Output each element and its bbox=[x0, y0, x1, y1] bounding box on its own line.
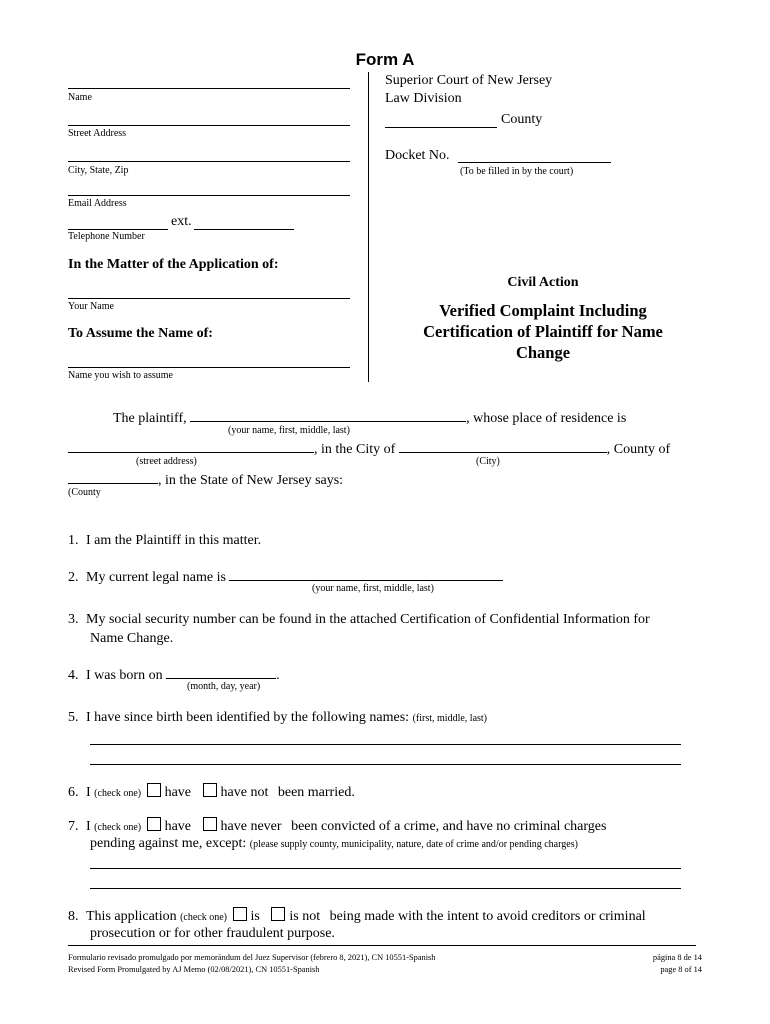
intent-is-checkbox[interactable] bbox=[233, 907, 247, 921]
docket-label: Docket No. bbox=[385, 148, 450, 163]
item-5-number: 5. bbox=[68, 710, 79, 725]
county-label: County bbox=[501, 112, 543, 127]
item-7-end: been convicted of a crime, and have no criminal charges bbox=[291, 819, 607, 834]
convicted-have-never-label: have never bbox=[220, 819, 282, 834]
your-name-line[interactable] bbox=[68, 298, 350, 299]
footer-rule bbox=[68, 945, 696, 946]
item-6 bbox=[68, 783, 355, 801]
plaintiff-label: The plaintiff, bbox=[113, 411, 187, 426]
name-caption: Name bbox=[68, 92, 92, 103]
assume-heading: To Assume the Name of: bbox=[68, 326, 213, 341]
court-division: Law Division bbox=[385, 91, 462, 106]
ext-label: ext. bbox=[171, 214, 192, 229]
residence-label: , whose place of residence is bbox=[466, 411, 627, 426]
intro-line2 bbox=[68, 438, 670, 458]
street-line[interactable] bbox=[68, 125, 350, 126]
item-8-text: This application bbox=[86, 909, 177, 924]
married-have-not-checkbox[interactable] bbox=[203, 783, 217, 797]
married-have-not-label: have not bbox=[220, 785, 269, 800]
convicted-have-label: have bbox=[164, 819, 192, 834]
name-line[interactable] bbox=[68, 88, 350, 89]
item-1-number: 1. bbox=[68, 533, 79, 548]
your-name-caption: Your Name bbox=[68, 301, 114, 312]
docket-note: (To be filled in by the court) bbox=[460, 166, 574, 177]
complaint-title-line3: Change bbox=[515, 343, 571, 362]
phone-line[interactable] bbox=[68, 229, 168, 230]
item-8-number: 8. bbox=[68, 909, 79, 924]
complaint-title-line1: Verified Complaint Including bbox=[439, 301, 647, 320]
county-of-label: , County of bbox=[606, 442, 671, 457]
item-8-check-hint: (check one) bbox=[180, 912, 228, 923]
vertical-divider bbox=[368, 72, 369, 382]
footer-left-line2: Revised Form Promulgated by AJ Memo (02/08/2021), CN 10551-Spanish bbox=[68, 965, 320, 974]
state-label: , in the State of New Jersey says: bbox=[158, 473, 344, 488]
complaint-title-line2: Certification of Plaintiff for Name bbox=[423, 322, 663, 341]
assume-caption: Name you wish to assume bbox=[68, 370, 173, 381]
item-6-subject: I bbox=[86, 785, 91, 800]
item-8-line2: prosecution or for other fraudulent purpose. bbox=[90, 926, 335, 941]
convicted-have-never-checkbox[interactable] bbox=[203, 817, 217, 831]
item-7-subject: I bbox=[86, 819, 91, 834]
email-caption: Email Address bbox=[68, 198, 127, 209]
plaintiff-name-blank[interactable] bbox=[190, 407, 466, 422]
assume-line[interactable] bbox=[68, 367, 350, 368]
complaint-title bbox=[370, 300, 716, 363]
item-3-text-line1: My social security number can be found in the attached Certification of Confidential Information for bbox=[86, 612, 650, 627]
footer-page-en: page 8 of 14 bbox=[660, 965, 702, 974]
item-4-period: . bbox=[276, 668, 280, 683]
ext-line[interactable] bbox=[194, 229, 294, 230]
court-name: Superior Court of New Jersey bbox=[385, 73, 553, 88]
plaintiff-name-caption: (your name, first, middle, last) bbox=[228, 425, 350, 436]
prior-names-line-2[interactable] bbox=[90, 764, 681, 765]
street-address-blank[interactable] bbox=[68, 438, 314, 453]
item-7 bbox=[68, 817, 606, 835]
item-5 bbox=[68, 710, 487, 726]
city-blank[interactable] bbox=[399, 438, 607, 453]
form-title: Form A bbox=[355, 50, 415, 69]
civil-action: Civil Action bbox=[507, 275, 579, 290]
street-caption: Street Address bbox=[68, 128, 127, 139]
street-address-caption: (street address) bbox=[136, 456, 197, 467]
item-8-end: being made with the intent to avoid creditors or criminal bbox=[329, 909, 646, 924]
legal-name-blank[interactable] bbox=[229, 566, 503, 581]
item-8 bbox=[68, 907, 646, 925]
legal-name-caption: (your name, first, middle, last) bbox=[312, 583, 434, 594]
married-have-checkbox[interactable] bbox=[147, 783, 161, 797]
intro-line1 bbox=[113, 407, 626, 427]
item-3-number: 3. bbox=[68, 612, 79, 627]
intro-line3 bbox=[68, 469, 343, 489]
item-6-end: been married. bbox=[277, 785, 355, 800]
birth-date-blank[interactable] bbox=[166, 664, 276, 679]
item-6-check-hint: (check one) bbox=[94, 788, 142, 799]
county-blank[interactable] bbox=[68, 469, 158, 484]
item-1 bbox=[68, 533, 261, 549]
item-6-number: 6. bbox=[68, 785, 79, 800]
item-5-hint: (first, middle, last) bbox=[412, 713, 488, 724]
intent-is-label: is bbox=[250, 909, 260, 924]
item-2-text: My current legal name is bbox=[86, 570, 226, 585]
item-7-number: 7. bbox=[68, 819, 79, 834]
intent-is-not-label: is not bbox=[289, 909, 321, 924]
item-7-except: pending against me, except: bbox=[90, 836, 247, 851]
charges-line-1[interactable] bbox=[90, 868, 681, 869]
prior-names-line-1[interactable] bbox=[90, 744, 681, 745]
item-7-line2 bbox=[90, 836, 578, 852]
footer-page-es: página 8 de 14 bbox=[652, 953, 702, 962]
city-line[interactable] bbox=[68, 161, 350, 162]
item-5-text: I have since birth been identified by the following names: bbox=[86, 710, 410, 725]
city-of-label: , in the City of bbox=[314, 442, 396, 457]
footer-left-line1: Formulario revisado promulgado por memorándum del Juez Supervisor (febrero 8, 2021), CN 10551-Spanish bbox=[68, 953, 436, 962]
item-2-number: 2. bbox=[68, 570, 79, 585]
item-4-text: I was born on bbox=[86, 668, 163, 683]
birth-date-caption: (month, day, year) bbox=[187, 681, 261, 692]
item-4-number: 4. bbox=[68, 668, 79, 683]
item-7-check-hint: (check one) bbox=[94, 822, 142, 833]
item-3 bbox=[68, 612, 650, 628]
city-caption: City, State, Zip bbox=[68, 165, 129, 176]
item-3-text-line2: Name Change. bbox=[90, 631, 174, 646]
married-have-label: have bbox=[164, 785, 192, 800]
item-2 bbox=[68, 566, 503, 586]
email-line[interactable] bbox=[68, 195, 350, 196]
item-1-text: I am the Plaintiff in this matter. bbox=[86, 533, 262, 548]
charges-line-2[interactable] bbox=[90, 888, 681, 889]
docket-line[interactable] bbox=[458, 162, 611, 163]
matter-heading: In the Matter of the Application of: bbox=[68, 257, 279, 272]
intent-is-not-checkbox[interactable] bbox=[271, 907, 285, 921]
phone-caption: Telephone Number bbox=[68, 231, 145, 242]
county-line[interactable] bbox=[385, 127, 497, 128]
item-7-hint: (please supply county, municipality, nature, date of crime and/or pending charges) bbox=[249, 839, 578, 850]
convicted-have-checkbox[interactable] bbox=[147, 817, 161, 831]
county-caption: (County bbox=[68, 487, 101, 498]
city-caption: (City) bbox=[476, 456, 500, 467]
